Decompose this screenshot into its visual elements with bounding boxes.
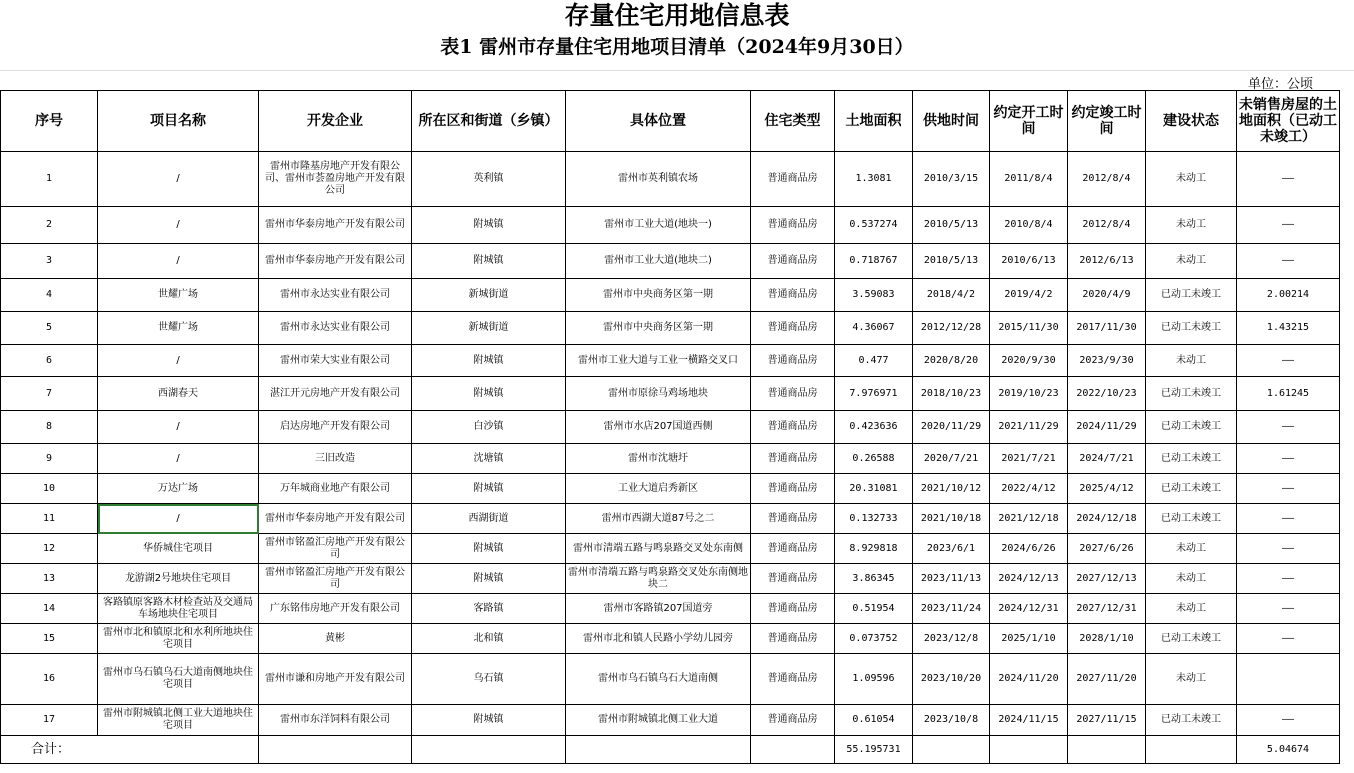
housing-type-cell[interactable]: 普通商品房 — [751, 345, 835, 377]
supply-date-cell[interactable]: 2018/10/23 — [913, 377, 990, 411]
housing-type-cell[interactable]: 普通商品房 — [751, 594, 835, 624]
table-row — [1, 564, 1340, 594]
project-name-cell[interactable]: / — [98, 504, 259, 534]
completion-date-cell[interactable]: 2025/4/12 — [1068, 474, 1146, 504]
housing-type-cell[interactable]: 普通商品房 — [751, 444, 835, 474]
table-cell[interactable] — [566, 736, 751, 764]
start-date-cell[interactable]: 2021/12/18 — [990, 504, 1068, 534]
developer-cell[interactable]: 雷州市谦和房地产开发有限公司 — [259, 654, 412, 705]
unsold-area-cell[interactable]: —— — [1237, 152, 1340, 207]
table-cell[interactable] — [1146, 736, 1237, 764]
district-cell[interactable]: 附城镇 — [412, 207, 566, 244]
developer-cell[interactable]: 雷州市永达实业有限公司 — [259, 312, 412, 345]
unit-label: 单位：公顷 — [1248, 77, 1314, 92]
housing-type-cell[interactable]: 普通商品房 — [751, 312, 835, 345]
start-date-cell[interactable]: 2019/10/23 — [990, 377, 1068, 411]
construction-status-cell[interactable]: 未动工 — [1146, 345, 1237, 377]
supply-date-cell[interactable]: 2010/5/13 — [913, 207, 990, 244]
location-cell[interactable]: 雷州市原徐马鸡场地块 — [566, 377, 751, 411]
land-area-cell[interactable]: 1.09596 — [835, 654, 913, 705]
supply-date-cell[interactable]: 2023/12/8 — [913, 624, 990, 654]
land-area-cell[interactable]: 4.36067 — [835, 312, 913, 345]
project-name-cell[interactable]: 雷州市乌石镇乌石大道南侧地块住宅项目 — [98, 654, 259, 705]
construction-status-cell[interactable]: 已动工未竣工 — [1146, 444, 1237, 474]
supply-date-cell[interactable]: 2023/10/8 — [913, 705, 990, 736]
location-cell[interactable]: 雷州市乌石镇乌石大道南侧 — [566, 654, 751, 705]
developer-cell[interactable]: 雷州市华泰房地产开发有限公司 — [259, 244, 412, 279]
location-cell[interactable]: 雷州市工业大道与工业一横路交叉口 — [566, 345, 751, 377]
land-area-cell[interactable]: 3.86345 — [835, 564, 913, 594]
project-name-cell[interactable]: 世耀广场 — [98, 312, 259, 345]
developer-cell[interactable]: 湛江开元房地产开发有限公司 — [259, 377, 412, 411]
supply-date-cell[interactable]: 2018/4/2 — [913, 279, 990, 312]
header-cell: 开发企业 — [259, 91, 412, 152]
land-area-cell[interactable]: 1.3081 — [835, 152, 913, 207]
completion-date-cell[interactable]: 2027/12/13 — [1068, 564, 1146, 594]
developer-cell[interactable]: 广东铭伟房地产开发有限公司 — [259, 594, 412, 624]
district-cell[interactable]: 乌石镇 — [412, 654, 566, 705]
completion-date-cell[interactable]: 2027/11/20 — [1068, 654, 1146, 705]
project-name-cell[interactable]: 龙游湖2号地块住宅项目 — [98, 564, 259, 594]
start-date-cell[interactable]: 2021/7/21 — [990, 444, 1068, 474]
row-number-cell[interactable]: 16 — [1, 654, 98, 705]
developer-cell[interactable]: 启达房地产开发有限公司 — [259, 411, 412, 444]
total-label[interactable]: 合计： — [1, 736, 259, 764]
table-cell[interactable] — [990, 736, 1068, 764]
table-row — [1, 207, 1340, 244]
developer-cell[interactable]: 雷州市华泰房地产开发有限公司 — [259, 504, 412, 534]
start-date-cell[interactable]: 2010/8/4 — [990, 207, 1068, 244]
project-name-cell[interactable]: / — [98, 152, 259, 207]
start-date-cell[interactable]: 2024/12/31 — [990, 594, 1068, 624]
row-number-cell[interactable]: 11 — [1, 504, 98, 534]
table-row — [1, 474, 1340, 504]
supply-date-cell[interactable]: 2012/12/28 — [913, 312, 990, 345]
start-date-cell[interactable]: 2019/4/2 — [990, 279, 1068, 312]
total-unsold-area[interactable]: 5.04674 — [1237, 736, 1340, 764]
project-name-cell[interactable]: / — [98, 207, 259, 244]
row-number-cell[interactable]: 15 — [1, 624, 98, 654]
header-cell: 项目名称 — [98, 91, 259, 152]
unsold-area-cell[interactable]: —— — [1237, 345, 1340, 377]
project-name-cell[interactable]: / — [98, 411, 259, 444]
completion-date-cell[interactable]: 2024/11/29 — [1068, 411, 1146, 444]
table-row — [1, 279, 1340, 312]
supply-date-cell[interactable]: 2020/8/20 — [913, 345, 990, 377]
table-cell[interactable] — [1068, 736, 1146, 764]
location-cell[interactable]: 雷州市工业大道(地块二) — [566, 244, 751, 279]
header-cell: 约定开工时间 — [990, 91, 1068, 152]
row-number-cell[interactable]: 5 — [1, 312, 98, 345]
project-name-cell[interactable]: 客路镇原客路木材检查站及交通局车场地块住宅项目 — [98, 594, 259, 624]
land-area-cell[interactable]: 8.929818 — [835, 534, 913, 564]
start-date-cell[interactable]: 2024/6/26 — [990, 534, 1068, 564]
housing-type-cell[interactable]: 普通商品房 — [751, 474, 835, 504]
land-area-cell[interactable]: 0.26588 — [835, 444, 913, 474]
completion-date-cell[interactable]: 2027/11/15 — [1068, 705, 1146, 736]
project-name-cell[interactable]: 万达广场 — [98, 474, 259, 504]
completion-date-cell[interactable]: 2027/12/31 — [1068, 594, 1146, 624]
completion-date-cell[interactable]: 2022/10/23 — [1068, 377, 1146, 411]
page-subtitle: 表1 雷州市存量住宅用地项目清单（2024年9月30日） — [440, 36, 914, 58]
land-area-cell[interactable]: 0.718767 — [835, 244, 913, 279]
district-cell[interactable]: 客路镇 — [412, 594, 566, 624]
completion-date-cell[interactable]: 2027/6/26 — [1068, 534, 1146, 564]
table-row — [1, 444, 1340, 474]
table-cell[interactable] — [412, 736, 566, 764]
completion-date-cell[interactable]: 2012/8/4 — [1068, 207, 1146, 244]
unsold-area-cell[interactable]: —— — [1237, 624, 1340, 654]
unsold-area-cell[interactable]: —— — [1237, 534, 1340, 564]
district-cell[interactable]: 附城镇 — [412, 244, 566, 279]
header-cell: 建设状态 — [1146, 91, 1237, 152]
row-number-cell[interactable]: 1 — [1, 152, 98, 207]
table-row — [1, 312, 1340, 345]
land-area-cell[interactable]: 3.59083 — [835, 279, 913, 312]
start-date-cell[interactable]: 2011/8/4 — [990, 152, 1068, 207]
row-number-cell[interactable]: 14 — [1, 594, 98, 624]
start-date-cell[interactable]: 2024/12/13 — [990, 564, 1068, 594]
location-cell[interactable]: 雷州市北和镇人民路小学幼儿园旁 — [566, 624, 751, 654]
start-date-cell[interactable]: 2021/11/29 — [990, 411, 1068, 444]
table-row — [1, 534, 1340, 564]
district-cell[interactable]: 附城镇 — [412, 474, 566, 504]
housing-type-cell[interactable]: 普通商品房 — [751, 534, 835, 564]
supply-date-cell[interactable]: 2010/3/15 — [913, 152, 990, 207]
row-number-cell[interactable]: 3 — [1, 244, 98, 279]
unsold-area-cell[interactable]: 2.00214 — [1237, 279, 1340, 312]
location-cell[interactable]: 雷州市中央商务区第一期 — [566, 312, 751, 345]
supply-date-cell[interactable]: 2010/5/13 — [913, 244, 990, 279]
location-cell[interactable]: 雷州市中央商务区第一期 — [566, 279, 751, 312]
unsold-area-cell[interactable]: —— — [1237, 705, 1340, 736]
district-cell[interactable]: 北和镇 — [412, 624, 566, 654]
unsold-area-cell[interactable]: —— — [1237, 564, 1340, 594]
construction-status-cell[interactable]: 未动工 — [1146, 207, 1237, 244]
start-date-cell[interactable]: 2024/11/20 — [990, 654, 1068, 705]
project-name-cell[interactable]: 雷州市北和镇原北和水利所地块住宅项目 — [98, 624, 259, 654]
supply-date-cell[interactable]: 2023/11/13 — [913, 564, 990, 594]
table-row — [1, 504, 1340, 534]
housing-type-cell[interactable]: 普通商品房 — [751, 564, 835, 594]
project-name-cell[interactable]: / — [98, 345, 259, 377]
row-number-cell[interactable]: 6 — [1, 345, 98, 377]
land-area-cell[interactable]: 0.132733 — [835, 504, 913, 534]
table-header-row — [1, 91, 1340, 152]
construction-status-cell[interactable]: 已动工未竣工 — [1146, 624, 1237, 654]
start-date-cell[interactable]: 2025/1/10 — [990, 624, 1068, 654]
total-row — [1, 736, 1340, 764]
housing-type-cell[interactable]: 普通商品房 — [751, 152, 835, 207]
district-cell[interactable]: 沈塘镇 — [412, 444, 566, 474]
district-cell[interactable]: 附城镇 — [412, 534, 566, 564]
start-date-cell[interactable]: 2010/6/13 — [990, 244, 1068, 279]
completion-date-cell[interactable]: 2020/4/9 — [1068, 279, 1146, 312]
developer-cell[interactable]: 雷州市铭盈汇房地产开发有限公司 — [259, 534, 412, 564]
location-cell[interactable]: 雷州市附城镇北侧工业大道 — [566, 705, 751, 736]
header-cell: 未销售房屋的土地面积（已动工未竣工） — [1237, 91, 1340, 152]
project-name-cell[interactable]: 雷州市附城镇北侧工业大道地块住宅项目 — [98, 705, 259, 736]
construction-status-cell[interactable]: 未动工 — [1146, 594, 1237, 624]
completion-date-cell[interactable]: 2023/9/30 — [1068, 345, 1146, 377]
developer-cell[interactable]: 雷州市永达实业有限公司 — [259, 279, 412, 312]
location-cell[interactable]: 雷州市客路镇207国道旁 — [566, 594, 751, 624]
completion-date-cell[interactable]: 2012/8/4 — [1068, 152, 1146, 207]
construction-status-cell[interactable]: 未动工 — [1146, 244, 1237, 279]
table-cell[interactable] — [913, 736, 990, 764]
row-number-cell[interactable]: 7 — [1, 377, 98, 411]
completion-date-cell[interactable]: 2024/7/21 — [1068, 444, 1146, 474]
start-date-cell[interactable]: 2024/11/15 — [990, 705, 1068, 736]
developer-cell[interactable]: 万年城商业地产有限公司 — [259, 474, 412, 504]
district-cell[interactable]: 西湖街道 — [412, 504, 566, 534]
land-area-cell[interactable]: 0.423636 — [835, 411, 913, 444]
housing-type-cell[interactable]: 普通商品房 — [751, 207, 835, 244]
completion-date-cell[interactable]: 2017/11/30 — [1068, 312, 1146, 345]
row-number-cell[interactable]: 8 — [1, 411, 98, 444]
row-number-cell[interactable]: 13 — [1, 564, 98, 594]
land-info-table — [0, 90, 1340, 764]
location-cell[interactable]: 雷州市清端五路与鸣泉路交叉处东南侧 — [566, 534, 751, 564]
unsold-area-cell[interactable]: 1.43215 — [1237, 312, 1340, 345]
developer-cell[interactable]: 雷州市铭盈汇房地产开发有限公司 — [259, 564, 412, 594]
developer-cell[interactable]: 黄彬 — [259, 624, 412, 654]
unsold-area-cell[interactable]: 1.61245 — [1237, 377, 1340, 411]
district-cell[interactable]: 新城街道 — [412, 279, 566, 312]
supply-date-cell[interactable]: 2023/11/24 — [913, 594, 990, 624]
construction-status-cell[interactable]: 已动工未竣工 — [1146, 474, 1237, 504]
table-row — [1, 654, 1340, 705]
location-cell[interactable]: 雷州市英利镇农场 — [566, 152, 751, 207]
supply-date-cell[interactable]: 2023/10/20 — [913, 654, 990, 705]
project-name-cell[interactable]: 世耀广场 — [98, 279, 259, 312]
header-cell: 序号 — [1, 91, 98, 152]
district-cell[interactable]: 新城街道 — [412, 312, 566, 345]
location-cell[interactable]: 雷州市沈塘圩 — [566, 444, 751, 474]
unsold-area-cell[interactable]: —— — [1237, 411, 1340, 444]
unsold-area-cell[interactable]: —— — [1237, 244, 1340, 279]
district-cell[interactable]: 英利镇 — [412, 152, 566, 207]
construction-status-cell[interactable]: 已动工未竣工 — [1146, 377, 1237, 411]
district-cell[interactable]: 附城镇 — [412, 345, 566, 377]
location-cell[interactable]: 雷州市水店207国道西侧 — [566, 411, 751, 444]
start-date-cell[interactable]: 2022/4/12 — [990, 474, 1068, 504]
construction-status-cell[interactable]: 已动工未竣工 — [1146, 312, 1237, 345]
supply-date-cell[interactable]: 2020/11/29 — [913, 411, 990, 444]
project-name-cell[interactable]: / — [98, 244, 259, 279]
page-title: 存量住宅用地信息表 — [564, 1, 790, 30]
unsold-area-cell[interactable] — [1237, 654, 1340, 705]
land-area-cell[interactable]: 0.537274 — [835, 207, 913, 244]
project-name-cell[interactable]: / — [98, 444, 259, 474]
sheet-gridline — [0, 70, 1354, 71]
row-number-cell[interactable]: 12 — [1, 534, 98, 564]
location-cell[interactable]: 雷州市清端五路与鸣泉路交叉处东南侧地块二 — [566, 564, 751, 594]
table-row — [1, 345, 1340, 377]
supply-date-cell[interactable]: 2023/6/1 — [913, 534, 990, 564]
district-cell[interactable]: 附城镇 — [412, 564, 566, 594]
construction-status-cell[interactable]: 未动工 — [1146, 564, 1237, 594]
land-area-cell[interactable]: 0.477 — [835, 345, 913, 377]
supply-date-cell[interactable]: 2021/10/18 — [913, 504, 990, 534]
developer-cell[interactable]: 雷州市东洋饲料有限公司 — [259, 705, 412, 736]
supply-date-cell[interactable]: 2020/7/21 — [913, 444, 990, 474]
header-cell: 约定竣工时间 — [1068, 91, 1146, 152]
supply-date-cell[interactable]: 2021/10/12 — [913, 474, 990, 504]
table-row — [1, 152, 1340, 207]
unsold-area-cell[interactable]: —— — [1237, 594, 1340, 624]
table-row — [1, 411, 1340, 444]
start-date-cell[interactable]: 2020/9/30 — [990, 345, 1068, 377]
location-cell[interactable]: 雷州市西湖大道87号之二 — [566, 504, 751, 534]
table-row — [1, 244, 1340, 279]
housing-type-cell[interactable]: 普通商品房 — [751, 377, 835, 411]
housing-type-cell[interactable]: 普通商品房 — [751, 654, 835, 705]
land-area-cell[interactable]: 0.61054 — [835, 705, 913, 736]
construction-status-cell[interactable]: 已动工未竣工 — [1146, 705, 1237, 736]
construction-status-cell[interactable]: 未动工 — [1146, 152, 1237, 207]
unsold-area-cell[interactable]: —— — [1237, 444, 1340, 474]
land-area-cell[interactable]: 0.51954 — [835, 594, 913, 624]
completion-date-cell[interactable]: 2024/12/18 — [1068, 504, 1146, 534]
housing-type-cell[interactable]: 普通商品房 — [751, 624, 835, 654]
housing-type-cell[interactable]: 普通商品房 — [751, 411, 835, 444]
row-number-cell[interactable]: 2 — [1, 207, 98, 244]
developer-cell[interactable]: 雷州市隆基房地产开发有限公司、雷州市荟盈房地产开发有限公司 — [259, 152, 412, 207]
district-cell[interactable]: 附城镇 — [412, 705, 566, 736]
developer-cell[interactable]: 雷州市华泰房地产开发有限公司 — [259, 207, 412, 244]
construction-status-cell[interactable]: 未动工 — [1146, 534, 1237, 564]
district-cell[interactable]: 附城镇 — [412, 377, 566, 411]
completion-date-cell[interactable]: 2028/1/10 — [1068, 624, 1146, 654]
header-cell: 所在区和街道（乡镇） — [412, 91, 566, 152]
housing-type-cell[interactable]: 普通商品房 — [751, 504, 835, 534]
header-cell: 土地面积 — [835, 91, 913, 152]
unsold-area-cell[interactable]: —— — [1237, 207, 1340, 244]
unsold-area-cell[interactable]: —— — [1237, 504, 1340, 534]
location-cell[interactable]: 工业大道启秀新区 — [566, 474, 751, 504]
row-number-cell[interactable]: 4 — [1, 279, 98, 312]
row-number-cell[interactable]: 17 — [1, 705, 98, 736]
table-row — [1, 594, 1340, 624]
total-area[interactable]: 55.195731 — [835, 736, 913, 764]
housing-type-cell[interactable]: 普通商品房 — [751, 279, 835, 312]
table-row — [1, 624, 1340, 654]
construction-status-cell[interactable]: 已动工未竣工 — [1146, 504, 1237, 534]
table-cell[interactable] — [259, 736, 412, 764]
construction-status-cell[interactable]: 已动工未竣工 — [1146, 279, 1237, 312]
project-name-cell[interactable]: 华侨城住宅项目 — [98, 534, 259, 564]
location-cell[interactable]: 雷州市工业大道(地块一) — [566, 207, 751, 244]
developer-cell[interactable]: 雷州市荣大实业有限公司 — [259, 345, 412, 377]
completion-date-cell[interactable]: 2012/6/13 — [1068, 244, 1146, 279]
header-cell: 具体位置 — [566, 91, 751, 152]
row-number-cell[interactable]: 9 — [1, 444, 98, 474]
land-area-cell[interactable]: 0.073752 — [835, 624, 913, 654]
header-cell: 住宅类型 — [751, 91, 835, 152]
construction-status-cell[interactable]: 已动工未竣工 — [1146, 411, 1237, 444]
land-area-cell[interactable]: 7.976971 — [835, 377, 913, 411]
header-cell: 供地时间 — [913, 91, 990, 152]
district-cell[interactable]: 白沙镇 — [412, 411, 566, 444]
housing-type-cell[interactable]: 普通商品房 — [751, 244, 835, 279]
row-number-cell[interactable]: 10 — [1, 474, 98, 504]
housing-type-cell[interactable]: 普通商品房 — [751, 705, 835, 736]
developer-cell[interactable]: 三旧改造 — [259, 444, 412, 474]
land-area-cell[interactable]: 20.31081 — [835, 474, 913, 504]
table-cell[interactable] — [751, 736, 835, 764]
unsold-area-cell[interactable]: —— — [1237, 474, 1340, 504]
project-name-cell[interactable]: 西湖春天 — [98, 377, 259, 411]
construction-status-cell[interactable]: 未动工 — [1146, 654, 1237, 705]
table-row — [1, 377, 1340, 411]
table-row — [1, 705, 1340, 736]
start-date-cell[interactable]: 2015/11/30 — [990, 312, 1068, 345]
